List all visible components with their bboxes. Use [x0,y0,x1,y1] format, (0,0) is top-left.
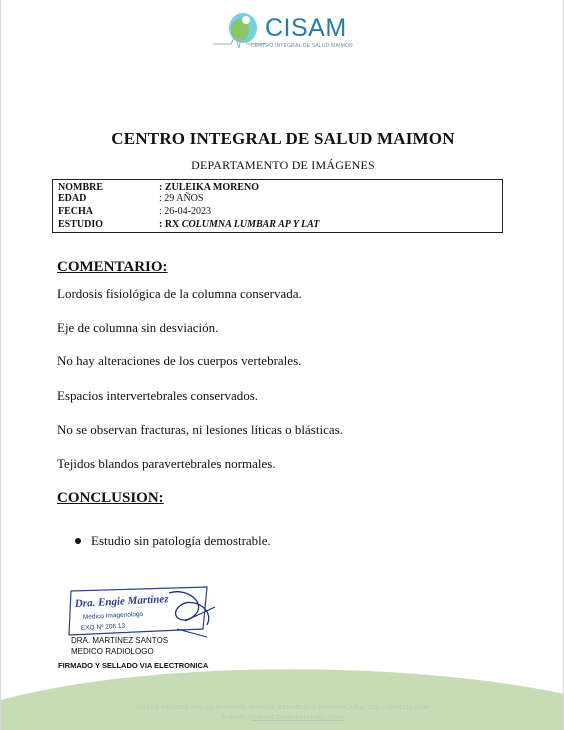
info-label: NOMBRE [58,182,103,193]
signature-note: FIRMADO Y SELLADO VIA ELECTRONICA [58,661,209,670]
stamp-name: Dra. Engie Martinez [74,593,169,610]
footer-email: E-MAIL.: CISAM.DO@HOTMAIL .COM [221,714,345,721]
signature-stamp [57,585,219,641]
footer-address: CALLE DUARTE NO. 13, MAIMÓN, BONAO, REPUBLICA DOMINICANA. TEL.: (809)331-2196 [136,704,430,711]
comentario-line: No hay alteraciones de los cuerpos vertebrales. [57,353,302,368]
comentario-line: Espacios intervertebrales conservados. [57,388,259,403]
stamp-role: Medico Imagenologo [82,610,144,621]
signatory-role: MEDICO RADIOLOGO [71,647,154,656]
comentario-line: Lordosis fisiológica de la columna conservada. [57,286,302,301]
stamp-exq: EXQ Nº 206 13 [80,622,126,632]
email-link[interactable]: CISAM.DO@HOTMAIL .COM [252,714,345,721]
info-value: : ZULEIKA MORENO [159,182,260,193]
info-label: FECHA [58,206,93,217]
department-title: DEPARTAMENTO DE IMÁGENES [191,158,375,172]
info-value: : 29 AÑOS [159,193,204,204]
info-label: ESTUDIO [58,219,104,230]
logo-text: CISAM [265,14,347,42]
comentario-heading: COMENTARIO: [57,259,168,275]
bullet-icon [75,538,81,544]
report-title: CENTRO INTEGRAL DE SALUD MAIMON [111,129,455,148]
patient-info-box [52,179,503,233]
info-label: EDAD [58,193,87,204]
logo-subtitle: CENTRO INTEGRAL DE SALUD MAIMON [251,43,353,49]
conclusion-heading: CONCLUSION: [57,490,164,506]
comentario-line: No se observan fracturas, ni lesiones líticas o blásticas. [57,422,343,437]
comentario-line: Eje de columna sin desviación. [57,320,219,335]
info-value: : RX COLUMNA LUMBAR AP Y LAT [159,219,320,230]
comentario-line: Tejidos blandos paravertebrales normales. [57,456,276,471]
info-value: : 26-04-2023 [159,206,211,217]
conclusion-item: Estudio sin patología demostrable. [91,533,271,548]
signatory-name: DRA. MARTINEZ SANTOS [71,636,169,645]
